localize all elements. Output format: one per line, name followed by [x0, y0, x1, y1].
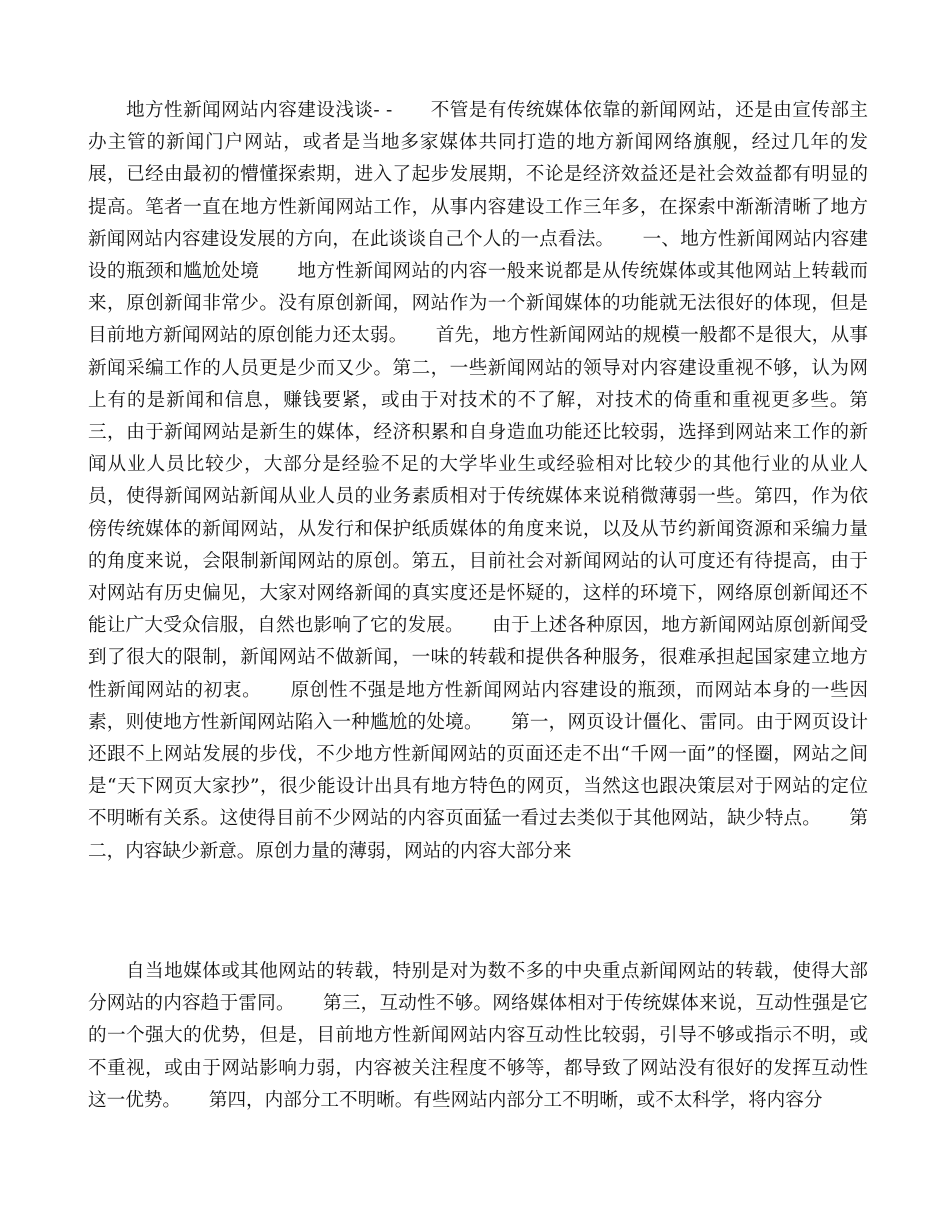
body-paragraph-2: 自当地媒体或其他网站的转载，特别是对为数不多的中央重点新闻网站的转载，使得大部分网站的内容趋于雷同。 第三，互动性不够。网络媒体相对于传统媒体来说，互动性强是它的一个强大的优势，但是，目前地方性新闻网站内容互动性比较弱，引导不够或指示不明，或不重视，或由于网站影响力弱，内容被关注程度不够等，都导致了网站没有很好的发挥互动性这一优势。 第四，内部分工不明晰。有些网站内部分工不明晰，或不太科学，将内容分 [88, 961, 868, 1111]
body-paragraph-1: 地方性新闻网站内容建设浅谈- - 不管是有传统媒体依靠的新闻网站，还是由宣传部主办主管的新闻门户网站，或者是当地多家媒体共同打造的地方新闻网络旗舰，经过几年的发展，已经由最初的懵懂探索期，进入了起步发展期，不论是经济效益还是社会效益都有明显的提高。笔者一直在地方性新闻网站工作，从事内容建设工作三年多，在探索中渐渐清晰了地方新闻网站内容建设发展的方向，在此谈谈自己个人的一点看法。 一、地方性新闻网站内容建设的瓶颈和尴尬处境 地方性新闻网站的内容一般来说都是从传统媒体或其他网站上转载而来，原创新闻非常少。没有原创新闻，网站作为一个新闻媒体的功能就无法很好的体现，但是目前地方新闻网站的原创能力还太弱。 首先，地方性新闻网站的规模一般都不是很大，从事新闻采编工作的人员更是少而又少。第二，一些新闻网站的领导对内容建设重视不够，认为网上有的是新闻和信息，赚钱要紧，或由于对技术的不了解，对技术的倚重和重视更多些。第三，由于新闻网站是新生的媒体，经济积累和自身造血功能还比较弱，选择到网站来工作的新闻从业人员比较少，大部分是经验不足的大学毕业生或经验相对比较少的其他行业的从业人员，使得新闻网站新闻从业人员的业务素质相对于传统媒体来说稍微薄弱一些。第四，作为依傍传统媒体的新闻网站，从发行和保护纸质媒体的角度来说，以及从节约新闻资源和采编力量的角度来说，会限制新闻网站的原创。第五，目前社会对新闻网站的认可度还有待提高，由于对网站有历史偏见，大家对网络新闻的真实度还是怀疑的，这样的环境下，网络原创新闻还不能让广大受众信服，自然也影响了它的发展。 由于上述各种原因，地方新闻网站原创新闻受到了很大的限制，新闻网站不做新闻，一味的转载和提供各种服务，很难承担起国家建立地方性新闻网站的初衷。 原创性不强是地方性新闻网站内容建设的瓶颈，而网站本身的一些因素，则使地方性新闻网站陷入一种尴尬的处境。 第一，网页设计僵化、雷同。由于网页设计还跟不上网站发展的步伐，不少地方性新闻网站的页面还走不出“千网一面”的怪圈，网站之间是“天下网页大家抄”，很少能设计出具有地方特色的网页，当然这也跟决策层对于网站的定位不明晰有关系。这使得目前不少网站的内容页面猛一看过去类似于其他网站，缺少特点。 第二，内容缺少新意。原创力量的薄弱，网站的内容大部分来 [88, 100, 868, 862]
